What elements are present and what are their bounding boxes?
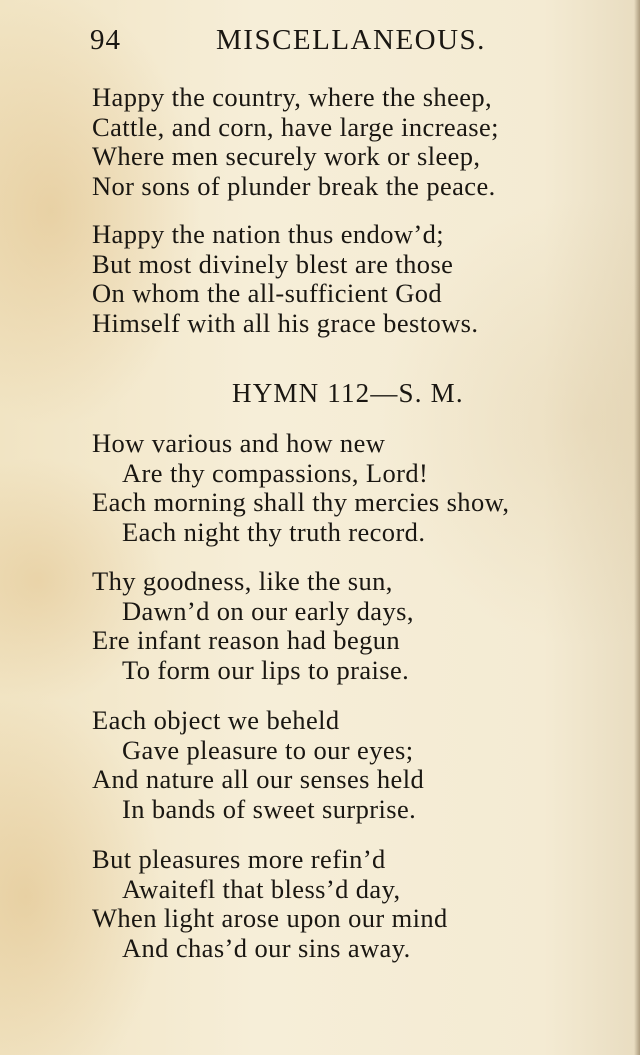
verse-line: Happy the country, where the sheep, <box>92 82 493 112</box>
verse-line: Gave pleasure to our eyes; <box>122 734 414 765</box>
verse-line: And nature all our senses held <box>92 764 425 794</box>
verse-line: To form our lips to praise. <box>122 654 410 685</box>
verse-line: Each morning shall thy mercies show, <box>92 487 510 517</box>
verse-line: And chas’d our sins away. <box>122 932 411 963</box>
page-edge-shadow <box>634 0 640 1055</box>
verse-line: Each object we beheld <box>92 705 340 735</box>
verse-line: How various and how new <box>92 428 386 458</box>
verse-line: Happy the nation thus endow’d; <box>92 219 445 249</box>
verse-line: But most divinely blest are those <box>92 248 454 279</box>
verse-line: Ere infant reason had begun <box>92 625 401 655</box>
hymn-stanza-2 <box>92 567 612 685</box>
page-number: 94 <box>90 24 121 56</box>
verse-line: Nor sons of plunder break the peace. <box>92 170 496 201</box>
verse-line: Dawn’d on our early days, <box>122 595 414 626</box>
stanza-1 <box>92 83 612 201</box>
verse-line: But pleasures more refin’d <box>92 844 386 874</box>
verse-line: Thy goodness, like the sun, <box>92 566 393 596</box>
verse-line: Are thy compassions, Lord! <box>122 457 429 488</box>
verse-line: When light arose upon our mind <box>92 903 448 933</box>
verse-line: Cattle, and corn, have large increase; <box>92 111 499 142</box>
verse-line: Each night thy truth record. <box>122 516 426 547</box>
verse-line: On whom the all-sufficient God <box>92 278 443 308</box>
hymn-heading: HYMN 112—S. M. <box>232 378 464 408</box>
stanza-2 <box>92 220 612 338</box>
verse-line: Himself with all his grace bestows. <box>92 307 479 338</box>
running-head <box>90 24 520 54</box>
hymn-stanza-4 <box>92 845 612 963</box>
hymn-stanza-3 <box>92 706 612 824</box>
verse-line: In bands of sweet surprise. <box>122 793 417 824</box>
verse-line: Where men securely work or sleep, <box>92 141 481 171</box>
verse-line: Awaitefl that bless’d day, <box>122 873 401 904</box>
hymn-stanza-1 <box>92 429 612 547</box>
section-title: MISCELLANEOUS. <box>216 24 486 56</box>
